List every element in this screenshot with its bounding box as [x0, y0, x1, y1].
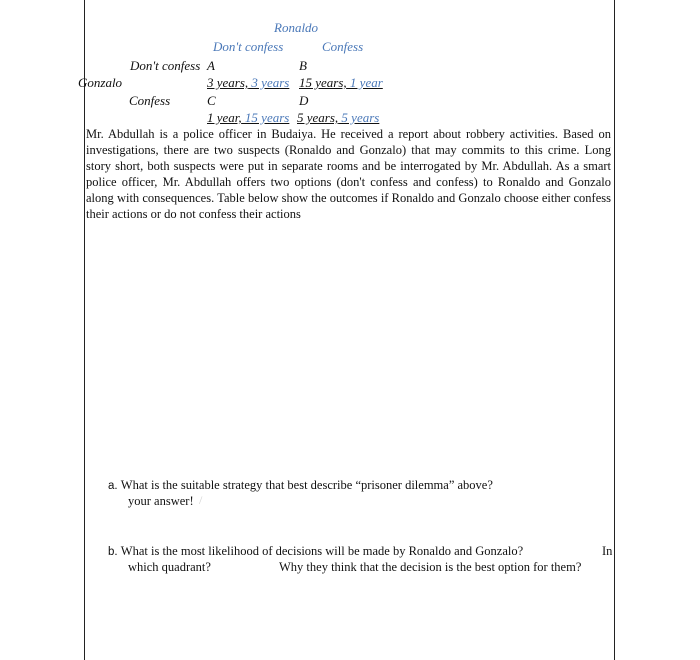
page-right-border: [614, 0, 615, 660]
quadrant-b-payoff: [299, 75, 383, 91]
answer-a-caret: /: [199, 493, 203, 507]
question-b-marker: b.: [108, 546, 118, 558]
question-a-answer-prompt[interactable]: your answer!: [128, 494, 194, 508]
case-paragraph: Mr. Abdullah is a police officer in Budaiya. He received a report about robbery activities. Based on investigations, there are two suspects (Ronaldo and Gonzalo) that may commits to this crime. Long story short, both suspects were put in separate rooms and be interrogated by Mr. Abdullah. As a smart police officer, Mr. Abdullah offers two options (don't confess and confess) to Ronaldo and Gonzalo along with consequences. Table below show the outcomes if Ronaldo and Gonzalo choose either confess their actions or do not confess their actions: [86, 127, 611, 221]
matrix-row-option-confess: Confess: [129, 93, 171, 108]
quadrant-d-gonzalo: 5 years,: [297, 110, 339, 125]
question-b-why-prompt[interactable]: Why they think that the decision is the best option for them?: [279, 560, 582, 574]
quadrant-a-gonzalo: 3 years,: [207, 75, 249, 90]
quadrant-d-ronaldo: 5 years: [338, 110, 380, 125]
question-a-marker: a.: [108, 480, 118, 492]
question-b: [108, 544, 568, 559]
matrix-row-option-dont-confess: Don't confess: [130, 58, 201, 73]
question-a-text: What is the suitable strategy that best describe “prisoner dilemma” above?: [120, 478, 493, 492]
question-b-quadrant-prompt[interactable]: which quadrant?: [128, 560, 211, 574]
question-b-in: In: [602, 544, 613, 558]
quadrant-d-payoff: [297, 110, 379, 126]
quadrant-b-gonzalo: 15 years,: [299, 75, 347, 90]
quadrant-d-label: D: [299, 93, 309, 108]
page-left-border: [84, 0, 85, 660]
quadrant-b-ronaldo: 1 year: [346, 75, 383, 90]
quadrant-b-label: B: [299, 58, 307, 73]
matrix-column-option-confess: Confess: [322, 39, 364, 54]
matrix-column-player: Ronaldo: [274, 20, 319, 35]
matrix-row-player: Gonzalo: [78, 75, 123, 90]
quadrant-a-payoff: [207, 75, 289, 91]
quadrant-c-gonzalo: 1 year,: [207, 110, 242, 125]
quadrant-c-label: C: [207, 93, 216, 108]
question-a: [108, 478, 568, 493]
quadrant-c-ronaldo: 15 years: [241, 110, 290, 125]
quadrant-c-payoff: [207, 110, 289, 126]
quadrant-a-label: A: [207, 58, 215, 73]
matrix-column-option-dont-confess: Don't confess: [213, 39, 284, 54]
quadrant-a-ronaldo: 3 years: [248, 75, 290, 90]
question-b-text: What is the most likelihood of decisions will be made by Ronaldo and Gonzalo?: [120, 544, 524, 558]
